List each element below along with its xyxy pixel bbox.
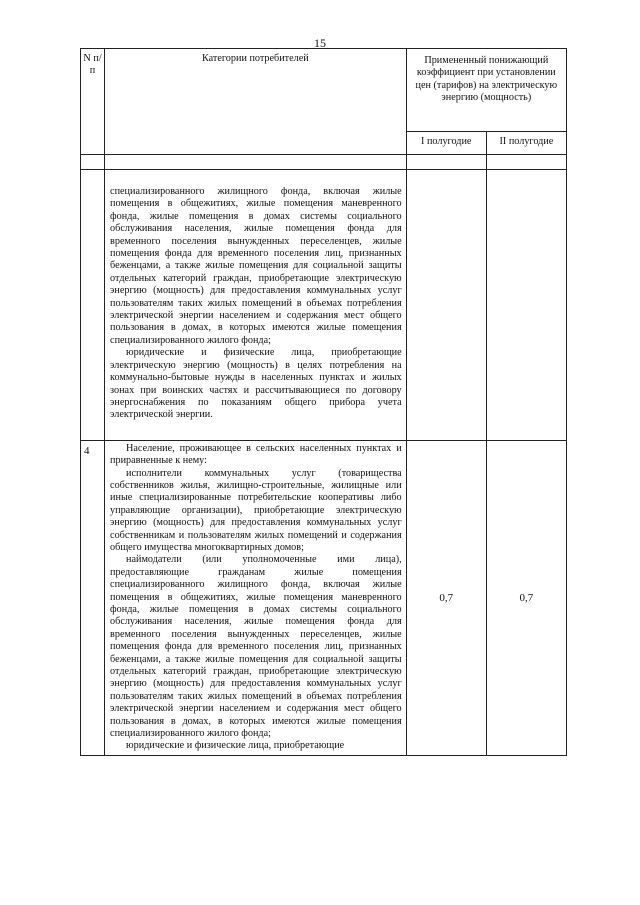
half2-value	[486, 170, 566, 441]
header-half2: II полугодие	[486, 132, 566, 155]
half1-value	[406, 170, 486, 441]
row-number	[81, 170, 105, 441]
category-paragraph: Население, проживающее в сельских населенных пунктах и приравненные к нему:	[110, 442, 402, 467]
header-coefficient: Примененный понижающий коэффициент при установлении цен (тарифов) на электрическую энергию (мощность)	[406, 49, 566, 132]
half1-value: 0,7	[406, 440, 486, 755]
category-cell	[105, 440, 407, 755]
category-paragraph: наймодатели (или уполномоченные ими лица), предоставляющие гражданам жилые помещения специализированного жилищного фонда, включая жилые помещения в общежитиях, жилые помещения маневренного фонда, жилые помещения в домах системы социального обслуживания населения, жилые помещения фонда для временного поселения вынужденных переселенцев, жилые помещения фонда для временного поселения лиц, признанных беженцами, а также жилые помещения для социальной защиты отдельных категорий граждан, приобретающие электрическую энергию (мощность) для предоставления коммунальных услуг пользователям таких жилых помещений в объемах потребления электрической энергии населением и содержания мест общего пользования в домах, в которых имеются жилые помещения специализированного жилого фонда;	[110, 554, 402, 740]
table-row	[81, 440, 567, 755]
category-cell	[105, 170, 407, 441]
spacer-row	[81, 155, 567, 170]
category-paragraph: специализированного жилищного фонда, включая жилые помещения в общежитиях, жилые помещения маневренного фонда, жилые помещения в домах системы социального обслуживания населения, жилые помещения фонда для временного поселения вынужденных переселенцев, жилые помещения фонда для временного поселения лиц, признанных беженцами, а также жилые помещения для социальной защиты отдельных категорий граждан, приобретающие электрическую энергию (мощность) для предоставления коммунальных услуг пользователям таких жилых помещений в объемах потребления электрической энергии населением и содержания мест общего пользования в домах, в которых имеются жилые помещения специализированного жилого фонда;	[110, 186, 402, 346]
category-paragraph: юридические и физические лица, приобретающие электрическую энергию (мощность) в целях потребления на коммунально-бытовые нужды в населенных пунктах и жилых зонах при воинских частях и рассчитывающиеся по договору энергоснабжения по показаниям общего прибора учета электрической энергии.	[110, 347, 402, 421]
half2-value: 0,7	[486, 440, 566, 755]
header-row	[81, 49, 567, 132]
category-paragraph: юридические и физические лица, приобретающие	[126, 740, 345, 752]
header-half1: I полугодие	[406, 132, 486, 155]
row-number: 4	[81, 440, 105, 755]
page-number: 15	[314, 36, 326, 50]
category-paragraph: исполнители коммунальных услуг (товарищества собственников жилья, жилищно-строительные, жилищные или иные специализированные потребительские кооперативы либо управляющие организации), приобретающие электрическую энергию (мощность) для предоставления коммунальных услуг собственникам и пользователям жилых помещений и содержания общего имущества многоквартирных домов;	[110, 467, 402, 553]
table-row	[81, 170, 567, 441]
tariff-coefficient-table	[80, 48, 567, 756]
header-num: N п/п	[81, 49, 105, 155]
header-category: Категории потребителей	[105, 49, 407, 155]
